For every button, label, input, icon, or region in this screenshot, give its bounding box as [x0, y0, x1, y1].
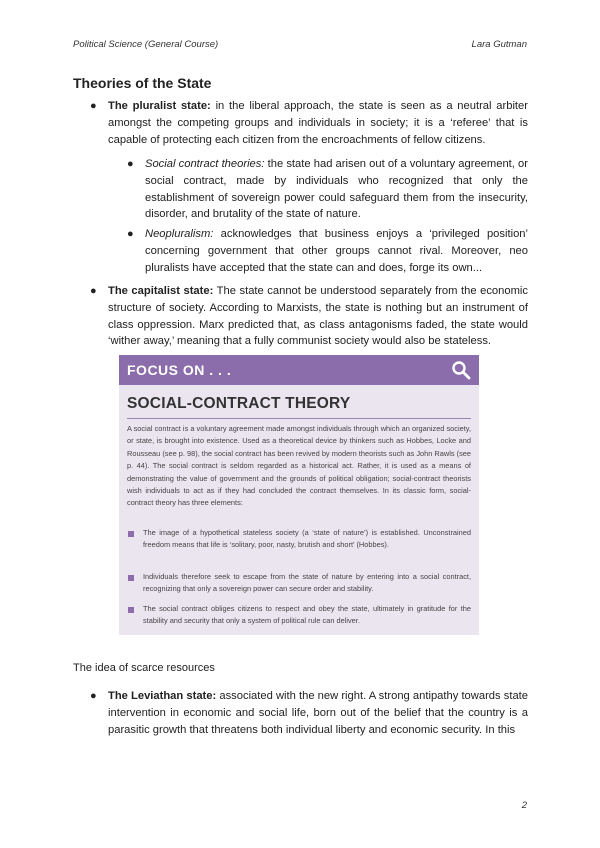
square-bullet-icon	[128, 607, 134, 613]
social-contract-paragraph	[145, 156, 528, 223]
course-title: Political Science (General Course)	[73, 39, 219, 50]
focus-box	[119, 355, 479, 635]
scarce-resources-line: The idea of scarce resources	[73, 662, 215, 674]
leviathan-text: associated with the new right. A strong antipathy towards state intervention in economic and social life, born out of the belief that the country is a parasitic growth that threatens both individual liberty and economic security. In this	[108, 690, 529, 736]
leviathan-paragraph	[108, 688, 528, 738]
author-name: Lara Gutman	[471, 39, 527, 50]
social-contract-term: Social contract theories:	[145, 158, 265, 170]
section-title: Theories of the State	[73, 75, 212, 91]
pluralist-paragraph	[108, 98, 528, 148]
social-contract-text: the state had arisen out of a voluntary agreement, or social contract, made by individuals who recognized that only the establishment of sovereign power could safeguard them from the insecurity, disorder, and brutality of the state of nature.	[145, 158, 528, 221]
page-number: 2	[521, 800, 527, 811]
pluralist-term: The pluralist state:	[108, 100, 211, 112]
focus-item: Individuals therefore seek to escape from the state of nature by entering into a social contract, recognizing that only a sovereign power can secure order and stability.	[143, 572, 471, 594]
neopluralism-paragraph	[145, 226, 528, 276]
capitalist-text: The state cannot be understood separately from the economic structure of society. According to Marxists, the state is nothing but an instrument of class oppression. Marx predicted that, as class antagonisms faded, the state would ‘wither away,’ meaning that a fully communist society would also be stateless.	[108, 285, 528, 348]
focus-item: The social contract obliges citizens to respect and obey the state, ultimately in gratitude for the stability and security that only a system of political rule can deliver.	[143, 604, 471, 626]
bullet-icon: ●	[90, 690, 97, 702]
bullet-icon: ●	[127, 158, 134, 170]
capitalist-paragraph	[108, 283, 528, 350]
page-header	[73, 39, 527, 53]
bullet-icon: ●	[127, 228, 134, 240]
focus-body: A social contract is a voluntary agreement made amongst individuals through which an organized society, or state, is brought into existence. Used as a theoretical device by thinkers such as Hobbes, Locke and Rousseau (see p. 98), the social contract has been revived by modern theorists such as John Rawls (see p. 44). The social contract is seldom regarded as a historical act. Rather, it is used as a means of demonstrating the value of government and the grounds of political obligation; social-contract theorists wish individuals to act as if they had concluded the contract themselves. In its classic form, social-contract theory has three elements:	[127, 424, 471, 508]
bullet-icon: ●	[90, 100, 97, 112]
capitalist-term: The capitalist state:	[108, 285, 214, 297]
leviathan-term: The Leviathan state:	[108, 690, 217, 702]
focus-label: FOCUS ON . . .	[127, 362, 232, 378]
search-icon	[451, 360, 471, 380]
focus-title: SOCIAL-CONTRACT THEORY	[127, 395, 351, 412]
focus-divider	[127, 418, 471, 419]
focus-item: The image of a hypothetical stateless society (a ‘state of nature’) is established. Unconstrained freedom means that life is ‘solitary, poor, nasty, brutish and short’ (Hobbes).	[143, 528, 471, 550]
focus-banner	[119, 355, 479, 385]
neopluralism-text: acknowledges that business enjoys a ‘privileged position’ concerning government that other groups cannot rival. Moreover, neo pluralists have accepted that the state can and does, forge its own...	[145, 228, 528, 274]
square-bullet-icon	[128, 575, 134, 581]
square-bullet-icon	[128, 531, 134, 537]
bullet-icon: ●	[90, 285, 97, 297]
pluralist-text: in the liberal approach, the state is seen as a neutral arbiter amongst the competing groups and individuals in society; it is a ‘referee’ that is capable of protecting each citizen from the encroachments of fellow citizens.	[108, 100, 528, 146]
neopluralism-term: Neopluralism:	[145, 228, 214, 240]
